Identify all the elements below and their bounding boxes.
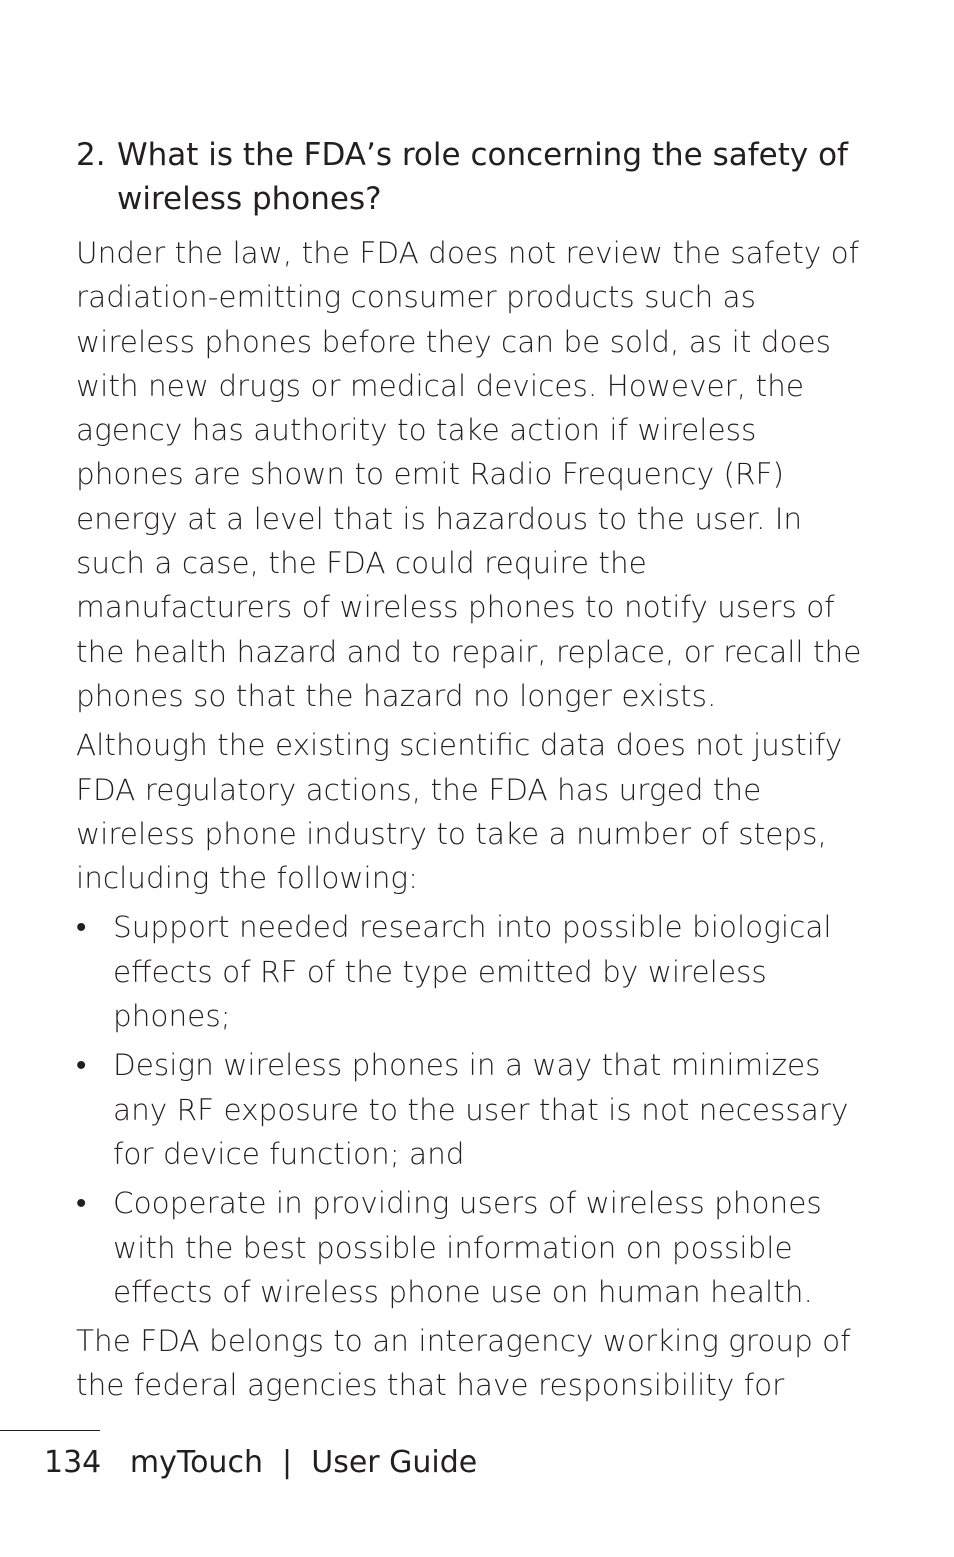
guide-title: myTouch: [129, 1445, 263, 1480]
bullet-icon: •: [76, 1048, 87, 1083]
page-number: 134: [44, 1445, 102, 1480]
list-item: [76, 1043, 866, 1176]
paragraph: Under the law, the FDA does not review the safety of radiation-emitting consumer products such as wireless phones before they can be sold, as it does with new drugs or medical devices. However, the agency has authority to take action if wireless phones are shown to emit Radio Frequency (RF) energy at a level that is hazardous to the user. In such a case, the FDA could require the manufacturers of wireless phones to notify users of the health hazard and to repair, replace, or recall the phones so that the hazard no longer exists.: [76, 236, 862, 713]
heading-text: What is the FDA’s role concerning the safety of wireless phones?: [117, 137, 848, 217]
list-item-text: Support needed research into possible biological effects of RF of the type emitted by wireless phones;: [113, 910, 832, 1034]
section-heading: [76, 133, 876, 221]
list-item: [76, 1181, 866, 1314]
list-item-text: Cooperate in providing users of wireless phones with the best possible information on possible effects of wireless phone use on human health.: [113, 1186, 822, 1309]
body-text: [76, 231, 866, 1413]
bullet-list: [76, 905, 866, 1314]
paragraph: The FDA belongs to an interagency working group of the federal agencies that have responsibility for: [76, 1324, 851, 1403]
footer-divider: [0, 1430, 100, 1431]
bullet-icon: •: [76, 910, 87, 945]
paragraph: Although the existing scientific data does not justify FDA regulatory actions, the FDA has urged the wireless phone industry to take a number of steps, including the following:: [76, 728, 843, 896]
list-item: [76, 905, 866, 1038]
footer-separator: |: [282, 1445, 293, 1480]
list-item-text: Design wireless phones in a way that minimizes any RF exposure to the user that is not necessary for device function; and: [113, 1048, 849, 1171]
heading-number: 2.: [76, 137, 106, 173]
bullet-icon: •: [76, 1186, 87, 1221]
footer-section: User Guide: [311, 1445, 478, 1480]
page-footer: [44, 1441, 477, 1485]
